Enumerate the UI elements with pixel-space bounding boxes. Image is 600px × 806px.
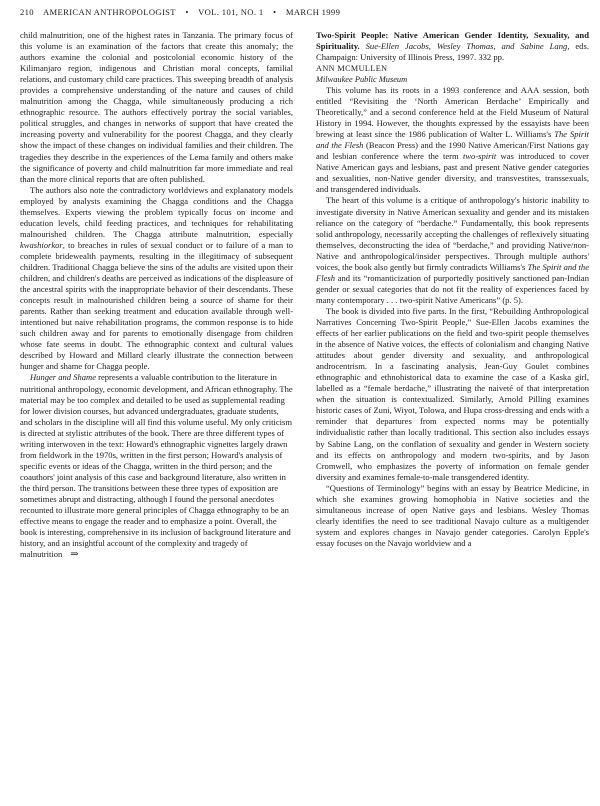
italic-term: kwashiorkor <box>20 239 63 250</box>
paragraph: This volume has its roots in a 1993 conference and AAA session, both entitled “Revisiting the ‘North American Berdache’ Empirically and Theoretically,” and a second conference held at the Field Museum of Natural History in 1994. However, the thoughts expressed by the essayists have been brewing at least since the 1986 publication of Walter L. Williams's The Spirit and the Flesh (Beacon Press) and the 1990 Native American/First Nations gay and lesbian conference where the term two-spirit was introduced to cover Native American gays and lesbians, past and present Native gender categories and sexualities, non-Native gender diversity, and transvestites, transsexuals, and transgendered individuals. <box>316 85 589 195</box>
paragraph: The book is divided into five parts. In the first, “Rebuilding Anthropological Narratives Concerning Two-Spirit People,” Sue-Ellen Jacobs examines the effects of her earlier publications on the field and two-spirit people themselves in the absence of Native voices, the effects of colonialism and changing Native attitudes about gender diversity and sexuality, and anthropological androcentrism. In a fascinating analysis, Jean-Guy Goulet combines ethnographic and ethnohistorical data to examine the case of a Kaska girl, labelled as a “female berdache,” illustrating the naiveté of that interpretation when the situation is contextualized. Similarly, Arnold Pilling examines historic cases of Zuni, Wiyot, Tolowa, and Hupa cross-dressing and ends with a reminder that departures from expected norms may be potentially individualistic rather than locally traditional. This section also includes essays by Sabine Lang, on the conflation of sexuality and gender in Western society and its effects on anthropology and modern two-spirits, and by Jason Cromwell, who emphasizes the poverty of information on female gender diversity and examines female-to-male transgendered identity. <box>316 305 589 482</box>
paragraph: The heart of this volume is a critique of anthropology's historic inability to investigate diversity in Native American sexuality and gender and its mistaken reliance on the category of “berdache.” Fundamentally, this book represents solid anthropology, necessarily accepting the challenges of reflexively situating themselves, deconstructing the idea of “berdache,” and providing Native/non-Native and anthropological/insider perspectives. Through multiple authors' voices, the book also gently but firmly contradicts Williams's The Spirit and the Flesh and its “romanticization of purportedly positively sanctioned pan-Indian gender or sexual categories that do not fit the reality of experiences faced by many contemporary . . . two-spirit Native Americans” (p. 5). <box>316 195 589 305</box>
reviewer-name: ANN MCMULLEN <box>316 64 388 73</box>
continue-arrow-icon: ⇒ <box>70 549 79 561</box>
running-header <box>20 7 585 17</box>
book-citation <box>316 30 589 63</box>
book-publication: eds. Champaign: University of Illinois Press, 1997. 332 pp. <box>316 41 589 62</box>
header-separator: • <box>185 7 189 17</box>
volume-issue: VOL. 101, NO. 1 <box>198 7 264 17</box>
reviewer-affiliation: Milwaukee Public Museum <box>316 75 408 84</box>
paragraph: Hunger and Shame represents a valuable contribution to the literature in nutritional anthropology, economic development, and African ethnography. The material may be too complex and detailed to be used as supplemental reading for lower division courses, but advanced undergraduates, graduate students, and scholars in the discipline will all find this volume useful. My only criticism is directed at stylistic attributes of the book. There are three different types of writing interwoven in the text: Howard's ethnographic vignettes largely drawn from fieldwork in the 1970s, written in the first person; Howard's analysis of specific events or ideas of the Chagga, written in the third person; and the coauthors' joint analysis of this case and background literature, also written in the third person. The transitions between these three types of exposition are sometimes abrupt and distracting, although I found the personal anecdotes recounted to illustrate more general principles of Chagga ethnography to be an effective means to engage the reader and to emphasize a point. Overall, the book is interesting, comprehensive in its inclusion of background literature and history, and an insightful account of the complexity and tragedy of malnutrition ⇒ <box>20 372 293 561</box>
paragraph: child malnutrition, one of the highest rates in Tanzania. The primary focus of this volume is an examination of the factors that create this anomaly; the authors examine the colonial and postcolonial economic history of the Kilimanjaro region, indigenous and Christian moral concepts, familial relations, and customary child care practices. This sweeping breadth of analysis provides a comprehensive understanding of the nature and causes of child malnutrition among the Chagga, while simultaneously producing a rich ethnographic resource. The authors effectively portray the social variables, political struggles, and changes in networks of support that have created the increasing poverty and vulnerability for the poorest Chagga, and they clearly show the impact of these changes on individual families and their children. The tragedies they describe in the experiences of the Lema family and others make the significance of poverty and child malnutrition far more immediate and real than the more clinical reports that are often published. <box>20 30 293 184</box>
left-column <box>20 30 293 560</box>
right-column <box>316 30 589 549</box>
italic-term: two-spirit <box>462 151 497 162</box>
page-number: 210 <box>20 7 34 17</box>
paragraph: “Questions of Terminology” begins with an essay by Beatrice Medicine, in which she examines growing homophobia in Native societies and the simultaneous increase of open Native gays and lesbians. Wesley Thomas clearly identifies the need to see traditional Navajo culture as a multigender system and explores changes in Navajo gender categories. Carolyn Epple's essay focuses on the Navajo worldview and a <box>316 482 589 548</box>
issue-date: MARCH 1999 <box>285 7 341 17</box>
book-title-italic: The Spirit and the Flesh <box>316 129 589 151</box>
book-editors: Sue-Ellen Jacobs, Wesley Thomas, and Sabine Lang, <box>365 41 570 51</box>
book-title-italic: Hunger and Shame <box>30 372 96 383</box>
book-title-italic: The Spirit and the Flesh <box>316 261 589 283</box>
header-separator: • <box>273 7 277 17</box>
journal-name: AMERICAN ANTHROPOLOGIST <box>42 7 176 17</box>
paragraph: The authors also note the contradictory worldviews and explanatory models employed by analysts examining the Chagga conditions and the Chagga themselves. Experts viewing the problem typically focus on income and education levels, child feeding practices, and techniques for rehabilitating malnourished children. The Chagga attribute malnutrition, especially kwashiorkor, to breaches in rules of sexual conduct or to failure of a man to complete bridewealth payments, resulting in the illegitimacy of subsequent children. Traditional Chagga believe the sins of the adults are visited upon their children, and children's deaths are perceived as indications of the displeasure of the ancestral spirits with the inappropriate behavior of their descendants. These concepts result in malnourished children being a source of shame for their parents. Rather than seeking treatment and education available through well-intentioned but naive rehabilitation programs, the common response is to hide such children away and for parents to emotionally disengage from children whose fate seems in doubt. The ethnographic context and cultural values described by Howard and Millard clearly illustrate the connection between hunger and shame for Chagga people. <box>20 184 293 372</box>
book-title: Two-Spirit People: Native American Gender Identity, Sexuality, and Spirituality. <box>316 30 589 51</box>
